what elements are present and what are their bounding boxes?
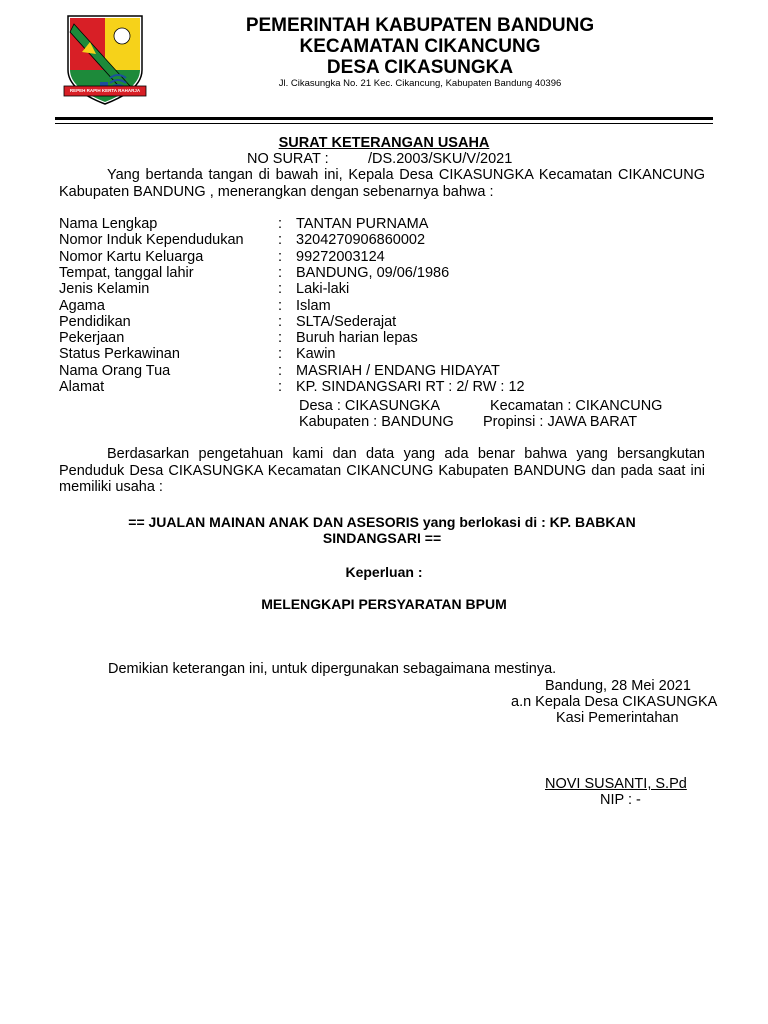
field-label: Pekerjaan bbox=[59, 330, 125, 347]
village-logo bbox=[60, 12, 150, 108]
field-value: SLTA/Sederajat bbox=[296, 313, 397, 330]
field-value: Islam bbox=[296, 297, 331, 314]
field-label: Tempat, tanggal lahir bbox=[59, 264, 194, 281]
business-line-1: == JUALAN MAINAN ANAK DAN ASESORIS yang berlokasi di : KP. BABKAN bbox=[128, 514, 636, 530]
field-label: Jenis Kelamin bbox=[59, 281, 150, 298]
field-value: Buruh harian lepas bbox=[296, 330, 418, 347]
body-paragraph: Berdasarkan pengetahuan kami dan data yang ada benar bahwa yang bersangkutan Penduduk Desa CIKASUNGKA Kecamatan CIKANCUNG Kabupaten BANDUNG dan pada saat ini memiliki usaha : bbox=[59, 446, 705, 495]
signature-position: Kasi Pemerintahan bbox=[556, 710, 679, 726]
field-label: Status Perkawinan bbox=[59, 346, 180, 363]
intro-paragraph: Yang bertanda tangan di bawah ini, Kepala Desa CIKASUNGKA Kecamatan CIKANCUNG Kabupaten BANDUNG , menerangkan dengan sebenarnya bahwa : bbox=[59, 167, 705, 200]
field-value: Kawin bbox=[296, 346, 336, 363]
letter-title: SURAT KETERANGAN USAHA bbox=[278, 135, 490, 151]
field-colon: : bbox=[278, 313, 283, 330]
field-value: Laki-laki bbox=[296, 281, 350, 298]
signatory-name: NOVI SUSANTI, S.Pd bbox=[545, 776, 687, 792]
field-label: Nomor Kartu Keluarga bbox=[59, 248, 204, 265]
field-colon: : bbox=[278, 281, 283, 298]
field-value: MASRIAH / ENDANG HIDAYAT bbox=[296, 362, 500, 379]
letter-number-value: /DS.2003/SKU/V/2021 bbox=[368, 151, 513, 167]
header-government: PEMERINTAH KABUPATEN BANDUNG bbox=[245, 15, 595, 36]
field-colon: : bbox=[278, 264, 283, 281]
address-desa: Desa : CIKASUNGKA bbox=[299, 398, 441, 414]
field-colon: : bbox=[278, 297, 283, 314]
field-label: Nomor Induk Kependudukan bbox=[59, 232, 244, 249]
field-value: KP. SINDANGSARI RT : 2/ RW : 12 bbox=[296, 379, 525, 395]
address-kabupaten: Kabupaten : BANDUNG bbox=[299, 414, 454, 430]
field-label: Agama bbox=[59, 297, 105, 314]
signature-place-date: Bandung, 28 Mei 2021 bbox=[545, 678, 691, 694]
header-divider-thick bbox=[55, 117, 713, 120]
field-value: 99272003124 bbox=[296, 248, 385, 265]
header-address: Jl. Cikasungka No. 21 Kec. Cikancung, Kabupaten Bandung 40396 bbox=[278, 78, 562, 89]
field-colon: : bbox=[278, 330, 283, 347]
field-value: TANTAN PURNAMA bbox=[296, 216, 429, 232]
purpose-value: MELENGKAPI PERSYARATAN BPUM bbox=[261, 596, 507, 612]
header-village: DESA CIKASUNGKA bbox=[326, 57, 514, 78]
field-label: Pendidikan bbox=[59, 313, 131, 330]
logo-motto: REPEH RAPIH KERTA RAHARJA bbox=[69, 88, 141, 93]
field-label: Alamat bbox=[59, 379, 105, 395]
letter-number-label: NO SURAT : bbox=[247, 151, 329, 167]
field-value: BANDUNG, 09/06/1986 bbox=[296, 264, 450, 281]
header-district: KECAMATAN CIKANCUNG bbox=[299, 36, 541, 57]
address-kecamatan: Kecamatan : CIKANCUNG bbox=[490, 398, 663, 414]
field-colon: : bbox=[278, 379, 283, 395]
header-divider-thin bbox=[55, 123, 713, 124]
field-colon: : bbox=[278, 248, 283, 265]
signatory-nip: NIP : - bbox=[600, 792, 641, 808]
address-propinsi: Propinsi : JAWA BARAT bbox=[483, 414, 638, 430]
field-label: Nama Lengkap bbox=[59, 216, 158, 232]
field-label: Nama Orang Tua bbox=[59, 362, 171, 379]
field-value: 3204270906860002 bbox=[296, 232, 426, 249]
closing-sentence: Demikian keterangan ini, untuk dipergunakan sebagaimana mestinya. bbox=[108, 661, 557, 677]
field-colon: : bbox=[278, 346, 283, 363]
field-colon: : bbox=[278, 232, 283, 249]
purpose-label: Keperluan : bbox=[345, 564, 423, 580]
business-line-2: SINDANGSARI == bbox=[322, 530, 442, 546]
field-colon: : bbox=[278, 216, 283, 232]
field-colon: : bbox=[278, 362, 283, 379]
signature-on-behalf: a.n Kepala Desa CIKASUNGKA bbox=[511, 694, 718, 710]
